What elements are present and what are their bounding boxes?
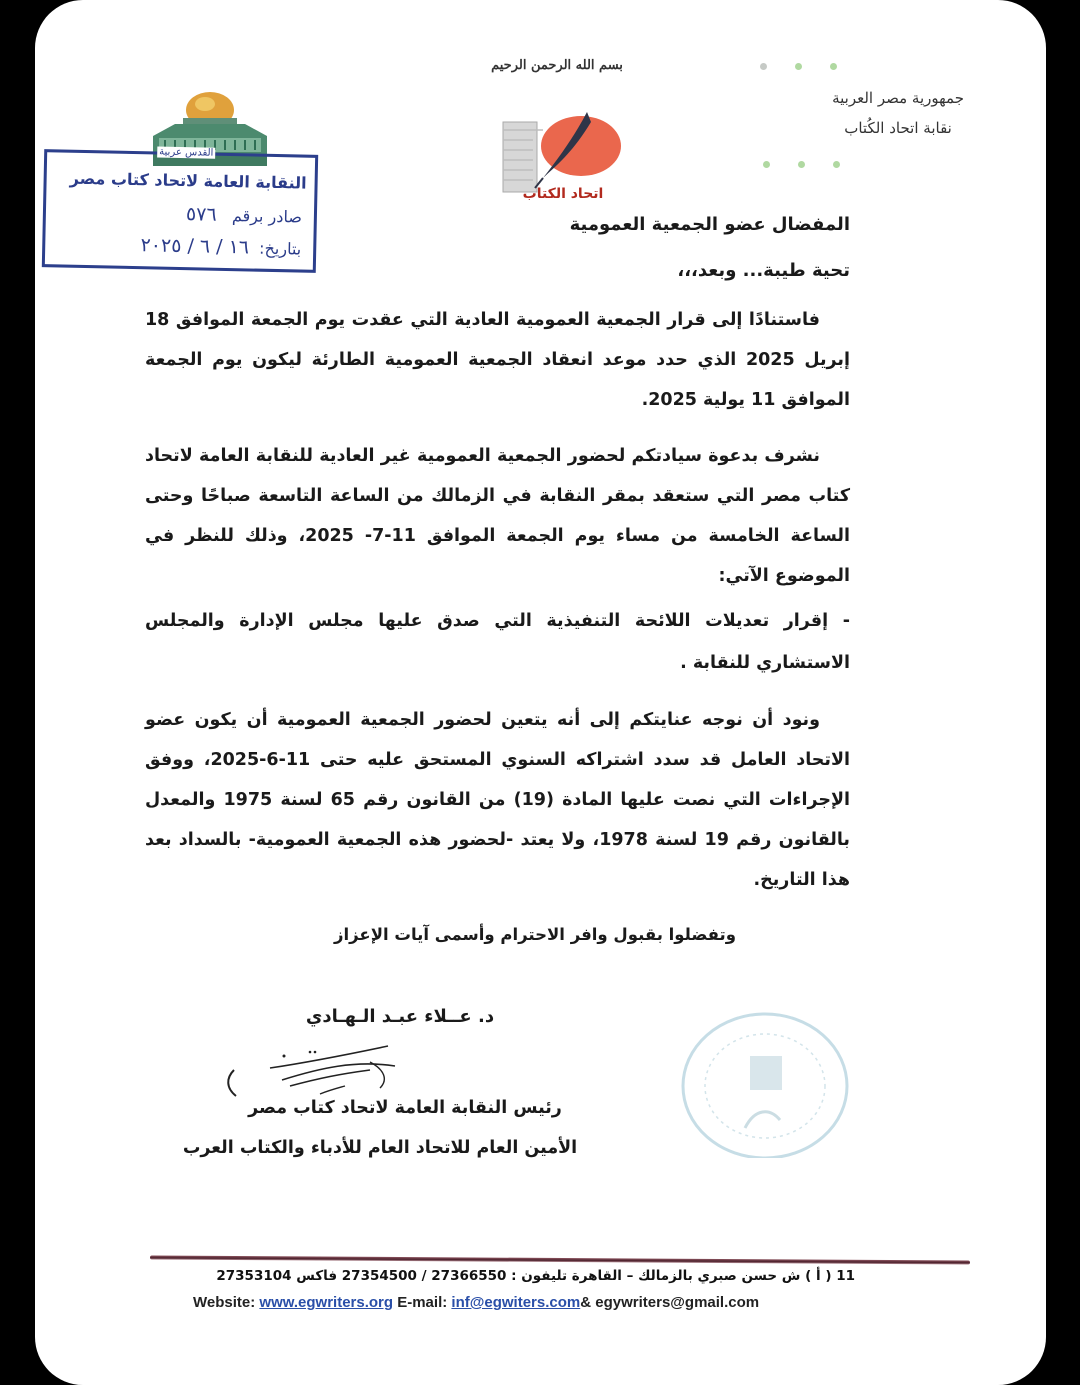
signatory-title-2: الأمين العام للاتحاد العام للأدباء والكتاب العرب [182,1138,578,1158]
paragraph-invitation: نشرف بدعوة سيادتكم لحضور الجمعية العمومية غير العادية للنقابة العامة لاتحاد كتاب مصر التي ستعقد بمقر النقابة في الزمالك من الساعة التاسعة صباحًا وحتى الساعة الخامسة من مساء يوم الجمعة الموافق 11-7- 2025، وذلك للنظر في الموضوع الآتي: [145,446,850,586]
dot-icon [833,161,840,168]
stamp-date-value: ١٦ / ٦ / ٢٠٢٥ [140,234,250,259]
org-name: نقابة اتحاد الكُتاب [844,119,952,137]
dot-icon [795,63,802,70]
website-link[interactable]: www.egwriters.org [259,1294,394,1311]
dot-icon [798,161,805,168]
email-separator: & [580,1294,592,1311]
stamp-number-label: صادر برقم [231,206,303,227]
stamp-date-row: بتاريخ: ١٦ / ٦ / ٢٠٢٥ [140,234,302,259]
paragraph-notice: ونود أن نوجه عنايتكم إلى أنه يتعين لحضور الجمعية العمومية أن يكون عضو الاتحاد العامل قد سدد اشتراكه السنوي المستحق عليه حتى 11-6-2025، ووفق الإجراءات التي نصت عليها المادة (19) من القانون رقم 65 لسنة 1975 والمعدل بالقانون رقم 19 لسنة 1978، ولا يعتد -لحضور هذه الجمعية العمومية- بالسداد بعد هذا التاريخ. [145,710,850,890]
logo-caption: اتحاد الكتاب [522,186,604,202]
email-label: E-mail: [397,1294,448,1311]
signatory-title-1: رئيس النقابة العامة لاتحاد كتاب مصر [248,1098,562,1118]
letter-page [35,0,1046,1385]
footer-address: 11 ( أ ) ش حسن صبري بالزمالك – القاهرة تليفون : 27366550 / 27354500 فاكس 27353104 [216,1268,855,1284]
official-seal-icon [675,1008,855,1158]
dot-icon [760,63,767,70]
paragraph-reference: فاستنادًا إلى قرار الجمعية العمومية العادية التي عقدت يوم الجمعة الموافق 18 إبريل 2025 الذي حدد موعد انعقاد الجمعية العمومية الطارئة ليكون يوم الجمعة الموافق 11 يولية 2025. [145,310,850,410]
country-name: جمهورية مصر العربية [832,89,964,107]
closing-line: وتفضلوا بقبول وافر الاحترام وأسمى آيات الإعزاز [334,925,736,944]
agenda-item: - إقرار تعديلات اللائحة التنفيذية التي صدق عليها مجلس الإدارة والمجلس الاستشاري للنقابة . [145,611,850,673]
logo-scroll-icon [503,122,537,192]
footer-rule [150,1255,970,1264]
stamp-org: النقابة العامة لاتحاد كتاب مصر [69,168,307,193]
dot-icon [830,63,837,70]
website-label: Website: [193,1294,256,1311]
footer-contacts [193,1294,873,1311]
stamp-number-value: ٥٧٦ [185,203,217,226]
dot-icon [763,161,770,168]
writers-union-logo [495,110,625,205]
decorative-dots-top [760,63,837,70]
stamp-caption: القدس عربية [159,146,214,159]
letterhead-org [832,83,964,143]
greeting: تحية طيبة... وبعد،،، [677,260,850,281]
email-link-1[interactable]: inf@egwiters.com [451,1294,581,1311]
basmala: بسم الله الرحمن الرحيم [491,58,623,73]
decorative-dots-bottom [763,161,840,168]
salutation: المفضال عضو الجمعية العمومية [569,214,850,235]
stamp-date-label: بتاريخ [264,238,302,259]
letter-body [145,210,850,900]
signatory-name: د. عــلاء عبـد الـهـادي [305,1006,495,1027]
email-2: egywriters@gmail.com [595,1294,760,1311]
handwritten-signature [220,1040,400,1100]
